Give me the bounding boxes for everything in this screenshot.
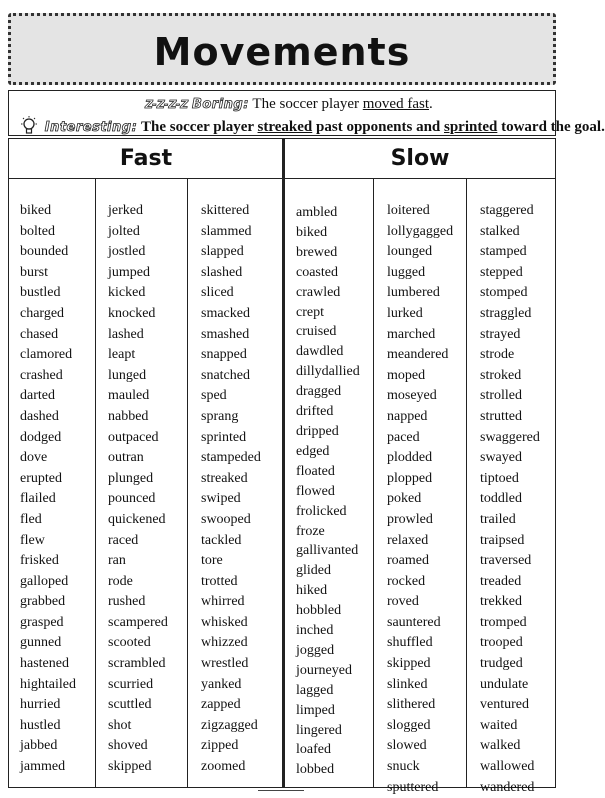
fast-column-1 xyxy=(9,179,95,787)
fast-word: dove xyxy=(20,450,48,466)
fast-word: whisked xyxy=(201,614,248,630)
fast-word: zapped xyxy=(201,697,241,713)
slow-word: sauntered xyxy=(387,614,441,630)
slow-column-3 xyxy=(469,179,555,795)
fast-word: burst xyxy=(20,264,48,280)
slow-word: strayed xyxy=(480,326,521,342)
fast-word: tackled xyxy=(201,532,242,548)
slow-word: floated xyxy=(296,463,335,479)
fast-word: snatched xyxy=(201,367,250,383)
slow-word: drifted xyxy=(296,404,334,420)
fast-word: slashed xyxy=(201,264,243,280)
slow-word: lounged xyxy=(387,244,433,260)
slow-word: snuck xyxy=(387,759,420,775)
fast-word: trotted xyxy=(201,573,238,589)
slow-word: traipsed xyxy=(480,532,525,548)
fast-word: jostled xyxy=(108,244,146,260)
slow-word: stomped xyxy=(480,285,528,301)
slow-word: staggered xyxy=(480,203,534,218)
fast-word: erupted xyxy=(20,470,62,486)
slow-word: cruised xyxy=(296,324,337,340)
slow-word: lugged xyxy=(387,264,426,280)
boring-underlined: moved fast xyxy=(362,96,429,112)
fast-column-2 xyxy=(97,179,187,787)
slow-word: journeyed xyxy=(296,662,352,678)
slow-word: wallowed xyxy=(480,759,535,775)
lightbulb-icon xyxy=(19,115,39,140)
slow-word: napped xyxy=(387,408,428,424)
slow-word: lingered xyxy=(296,722,342,738)
interesting-underlined-2: sprinted xyxy=(444,118,498,135)
column-divider xyxy=(95,179,96,787)
fast-word: jammed xyxy=(20,759,66,775)
slow-word: ventured xyxy=(480,697,529,713)
slow-word: limped xyxy=(296,702,335,718)
fast-word: wrestled xyxy=(201,656,249,672)
slow-word: slowed xyxy=(387,738,427,754)
fast-word: snapped xyxy=(201,347,247,363)
fast-word: swiped xyxy=(201,491,241,507)
fast-word: jabbed xyxy=(20,738,58,754)
slow-word: plodded xyxy=(387,450,433,466)
page-footer-mark xyxy=(258,790,304,795)
fast-word: quickened xyxy=(108,511,166,527)
fast-word: raced xyxy=(108,532,139,548)
fast-word: kicked xyxy=(108,285,146,301)
fast-word: hurried xyxy=(20,697,61,713)
fast-word: galloped xyxy=(20,573,69,589)
fast-word: mauled xyxy=(108,388,150,404)
fast-word: knocked xyxy=(108,305,156,321)
slow-word: hiked xyxy=(296,583,328,599)
fast-word: shoved xyxy=(108,738,148,754)
slow-word: biked xyxy=(296,224,328,240)
slow-word: trekked xyxy=(480,594,522,610)
slow-word: swayed xyxy=(480,450,522,466)
slow-word: sputtered xyxy=(387,779,439,795)
fast-word: grasped xyxy=(20,614,64,630)
slow-word: tromped xyxy=(480,614,527,630)
fast-word: scampered xyxy=(108,614,168,630)
fast-word: whizzed xyxy=(201,635,248,651)
fast-word: sprang xyxy=(201,408,239,424)
fast-word: outran xyxy=(108,450,144,466)
slow-word: trailed xyxy=(480,511,516,527)
fast-word: scooted xyxy=(108,635,151,651)
column-divider xyxy=(373,179,374,787)
slow-word: skipped xyxy=(387,656,431,672)
slow-word: jogged xyxy=(296,642,335,658)
fast-word: tore xyxy=(201,553,223,569)
slow-word: dragged xyxy=(296,384,342,400)
slow-word: lollygagged xyxy=(387,223,454,239)
fast-word: flailed xyxy=(20,491,56,507)
fast-word: jerked xyxy=(108,203,143,218)
fast-word: jolted xyxy=(108,223,140,239)
slow-word: stepped xyxy=(480,264,523,280)
slow-word: lagged xyxy=(296,682,334,698)
title-banner xyxy=(8,13,556,85)
slow-word: coasted xyxy=(296,264,338,280)
slow-word: froze xyxy=(296,523,325,539)
slow-word: toddled xyxy=(480,491,522,507)
slow-word: inched xyxy=(296,623,334,639)
fast-word: leapt xyxy=(108,347,136,363)
column-divider xyxy=(466,179,467,787)
slow-word: rocked xyxy=(387,573,426,589)
slow-word: roamed xyxy=(387,553,429,569)
slow-word: dawdled xyxy=(296,344,344,360)
fast-word: rode xyxy=(108,573,133,589)
slow-word: wandered xyxy=(480,779,535,795)
interesting-text-1: The soccer player xyxy=(141,118,258,135)
word-table xyxy=(8,138,556,795)
slow-word: slithered xyxy=(387,697,436,713)
fast-word: plunged xyxy=(108,470,154,486)
boring-text-pre: The soccer player xyxy=(252,96,363,112)
fast-word: hustled xyxy=(20,717,61,733)
fast-word: chased xyxy=(20,326,59,342)
fast-word: scurried xyxy=(108,676,154,692)
fast-word: zoomed xyxy=(201,759,246,775)
fast-word: smacked xyxy=(201,305,250,321)
slow-word: prowled xyxy=(387,511,433,527)
slow-column-2 xyxy=(376,179,466,795)
fast-word: lashed xyxy=(108,326,144,342)
slow-word: loafed xyxy=(296,742,331,758)
slow-word: lobbed xyxy=(296,762,335,778)
slow-word: roved xyxy=(387,594,419,610)
column-divider xyxy=(187,179,188,787)
slow-word: lumbered xyxy=(387,285,440,301)
interesting-label: Interesting: xyxy=(44,119,138,135)
fast-word: slapped xyxy=(201,244,244,260)
fast-word: biked xyxy=(20,203,52,218)
slow-word: stamped xyxy=(480,244,527,260)
fast-word: jumped xyxy=(108,264,150,280)
slow-word: hobbled xyxy=(296,603,342,619)
fast-word: sped xyxy=(201,388,227,404)
fast-word: rushed xyxy=(108,594,146,610)
fast-word: zipped xyxy=(201,738,239,754)
fast-word: swooped xyxy=(201,511,251,527)
boring-text-post: . xyxy=(429,96,433,112)
fast-word: hastened xyxy=(20,656,69,672)
slow-word: stalked xyxy=(480,223,520,239)
slow-word: undulate xyxy=(480,676,529,692)
fast-word: streaked xyxy=(201,470,248,486)
slow-word: brewed xyxy=(296,244,338,260)
slow-word: stroked xyxy=(480,367,522,383)
zzz-label: Z-Z-Z-Z xyxy=(145,98,189,111)
slow-word: meandered xyxy=(387,347,449,363)
slow-word: traversed xyxy=(480,553,532,569)
fast-word: sprinted xyxy=(201,429,247,445)
slow-word: loitered xyxy=(387,203,430,218)
fast-word: hightailed xyxy=(20,676,76,692)
fast-word: bounded xyxy=(20,244,69,260)
fast-word: skittered xyxy=(201,203,250,218)
slow-word: tiptoed xyxy=(480,470,519,486)
slow-word: marched xyxy=(387,326,436,342)
slow-word: slinked xyxy=(387,676,428,692)
fast-word: skipped xyxy=(108,759,152,775)
fast-word: grabbed xyxy=(20,594,66,610)
slow-word: strode xyxy=(480,347,515,363)
slow-word: frolicked xyxy=(296,503,347,519)
slow-word: strolled xyxy=(480,388,522,404)
fast-word: darted xyxy=(20,388,55,404)
fast-word: scrambled xyxy=(108,656,166,672)
slow-word: straggled xyxy=(480,305,532,321)
boring-example xyxy=(145,96,433,113)
slow-word: treaded xyxy=(480,573,522,589)
page-title: Movements xyxy=(153,30,411,74)
slow-word: moseyed xyxy=(387,388,437,404)
interesting-text-2: past opponents and xyxy=(312,118,444,135)
slow-word: swaggered xyxy=(480,429,540,445)
fast-word: bustled xyxy=(20,285,61,301)
fast-word: sliced xyxy=(201,285,234,301)
interesting-example xyxy=(19,115,605,140)
slow-word: poked xyxy=(387,491,422,507)
fast-word: gunned xyxy=(20,635,62,651)
slow-word: trudged xyxy=(480,656,523,672)
slow-word: paced xyxy=(387,429,420,445)
fast-word: dodged xyxy=(20,429,62,445)
slow-word: waited xyxy=(480,717,518,733)
slow-word: ambled xyxy=(296,205,338,220)
slow-word: glided xyxy=(296,563,331,579)
slow-word: dripped xyxy=(296,423,339,439)
slow-heading: Slow xyxy=(285,139,555,179)
slow-word: lurked xyxy=(387,305,423,321)
slow-column-1 xyxy=(285,179,373,787)
slow-word: walked xyxy=(480,738,521,754)
fast-word: charged xyxy=(20,305,65,321)
boring-label: Boring: xyxy=(191,97,249,112)
fast-word: clamored xyxy=(20,347,73,363)
fast-word: ran xyxy=(108,553,126,569)
fast-word: dashed xyxy=(20,408,59,424)
fast-word: whirred xyxy=(201,594,245,610)
fast-word: scuttled xyxy=(108,697,152,713)
slow-word: moped xyxy=(387,367,426,383)
slow-word: crawled xyxy=(296,284,341,300)
fast-word: frisked xyxy=(20,553,59,569)
fast-word: bolted xyxy=(20,223,55,239)
slow-word: trooped xyxy=(480,635,523,651)
fast-word: outpaced xyxy=(108,429,159,445)
slow-word: flowed xyxy=(296,483,335,499)
fast-word: crashed xyxy=(20,367,63,383)
slow-word: slogged xyxy=(387,717,431,733)
example-box xyxy=(8,90,605,136)
fast-word: smashed xyxy=(201,326,250,342)
fast-word: slammed xyxy=(201,223,252,239)
fast-word: stampeded xyxy=(201,450,261,466)
slow-word: dillydallied xyxy=(296,364,360,380)
slow-word: relaxed xyxy=(387,532,429,548)
fast-word: pounced xyxy=(108,491,156,507)
fast-word: zigzagged xyxy=(201,717,258,733)
slow-word: plopped xyxy=(387,470,433,486)
interesting-underlined-1: streaked xyxy=(257,118,313,135)
slow-word: gallivanted xyxy=(296,543,359,559)
slow-word: edged xyxy=(296,443,330,459)
fast-word: flew xyxy=(20,532,45,548)
fast-heading: Fast xyxy=(9,139,283,179)
interesting-text-3: toward the goal. xyxy=(497,118,605,135)
slow-word: shuffled xyxy=(387,635,433,651)
fast-word: yanked xyxy=(201,676,242,692)
fast-word: fled xyxy=(20,511,42,527)
fast-word: nabbed xyxy=(108,408,149,424)
slow-word: strutted xyxy=(480,408,522,424)
fast-column-3 xyxy=(190,179,282,787)
fast-word: lunged xyxy=(108,367,147,383)
slow-word: crept xyxy=(296,304,324,320)
fast-word: shot xyxy=(108,717,132,733)
